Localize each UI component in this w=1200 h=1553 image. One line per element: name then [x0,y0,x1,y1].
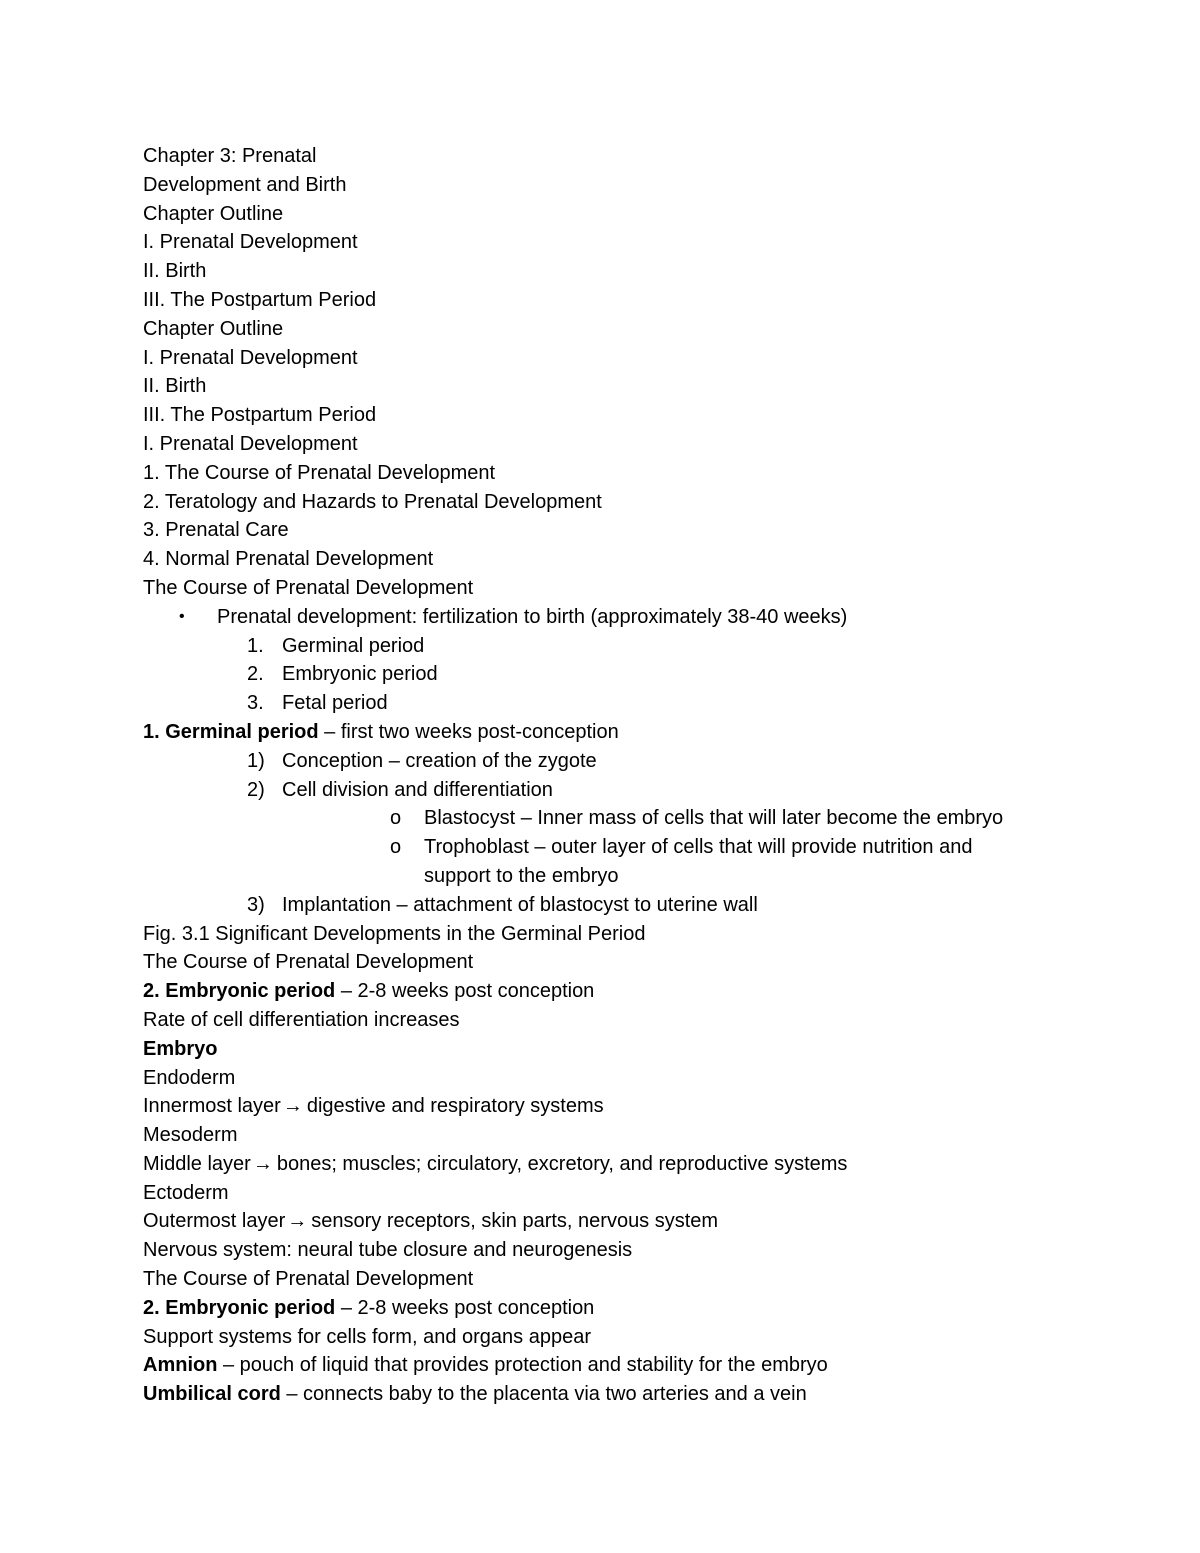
germinal-heading [143,718,1103,747]
outermost-layer-line [143,1207,1103,1236]
ectoderm-label: Ectoderm [143,1181,229,1204]
amnion-term: Amnion [143,1354,218,1377]
period-item [143,689,1103,718]
course-heading: The Course of Prenatal Development [143,576,474,599]
period-number: 2. [247,663,264,686]
cell-text: Trophoblast – outer layer of cells that will provide nutrition and [424,836,973,859]
chapter-title-cont: Development and Birth [143,173,347,196]
mesoderm-label: Mesoderm [143,1124,238,1147]
support-text: Support systems for cells form, and organs appear [143,1325,591,1348]
embryonic-definition: – 2-8 weeks post conception [335,1296,595,1319]
outline-heading: Chapter Outline [143,317,284,340]
circle-bullet: o [390,836,402,859]
step-text: Cell division and differentiation [282,778,553,801]
amnion-line [143,1351,1103,1380]
germinal-term: 1. Germinal period [143,720,319,743]
section-item: 2. Teratology and Hazards to Prenatal Development [143,490,602,513]
period-number: 1. [247,634,264,657]
germinal-step [143,747,1103,776]
period-text: Embryonic period [282,663,438,686]
step-number: 1) [247,749,265,772]
innermost-layer-result: digestive and respiratory systems [306,1095,604,1118]
outermost-layer-term: Outermost layer [143,1210,286,1233]
germinal-step [143,776,1103,805]
embryonic-heading [143,1294,1103,1323]
umbilical-term: Umbilical cord [143,1383,281,1406]
innermost-layer-line [143,1092,1103,1121]
step-text: Conception – creation of the zygote [282,749,597,772]
outline-item: I. Prenatal Development [143,346,358,369]
middle-layer-line [143,1150,1103,1179]
step-number: 2) [247,778,265,801]
circle-bullet: o [390,807,402,830]
course-heading: The Course of Prenatal Development [143,1268,474,1291]
outline-item: III. The Postpartum Period [143,404,377,427]
period-number: 3. [247,692,264,715]
embryonic-heading [143,977,1103,1006]
section-item: 1. The Course of Prenatal Development [143,461,496,484]
step-text: Implantation – attachment of blastocyst to uterine wall [282,893,758,916]
germinal-step [143,891,1103,920]
period-text: Germinal period [282,634,425,657]
course-heading: The Course of Prenatal Development [143,951,474,974]
bullet-text: Prenatal development: fertilization to birth (approximately 38-40 weeks) [217,605,848,628]
section-item: 4. Normal Prenatal Development [143,548,434,571]
period-text: Fetal period [282,692,388,715]
arrow-right-icon: → [252,1152,273,1175]
umbilical-definition: – connects baby to the placenta via two arteries and a vein [280,1383,807,1406]
period-item [143,632,1103,661]
step-number: 3) [247,893,265,916]
embryonic-definition: – 2-8 weeks post conception [335,980,595,1003]
chapter-title: Chapter 3: Prenatal [143,145,317,167]
embryonic-term: 2. Embryonic period [143,980,336,1003]
germinal-definition: – first two weeks post-conception [318,720,619,743]
period-item [143,660,1103,689]
cell-text-continued: support to the embryo [424,864,619,887]
innermost-layer-term: Innermost layer [143,1095,281,1118]
bullet-item [143,603,1103,632]
middle-layer-result: bones; muscles; circulatory, excretory, and reproductive systems [276,1152,848,1175]
outline-item: III. The Postpartum Period [143,288,377,311]
embryonic-term: 2. Embryonic period [143,1296,336,1319]
outermost-layer-result: sensory receptors, skin parts, nervous system [311,1210,719,1233]
rate-text: Rate of cell differentiation increases [143,1008,460,1031]
cell-item [143,804,1103,833]
endoderm-label: Endoderm [143,1066,236,1089]
figure-caption: Fig. 3.1 Significant Developments in the Germinal Period [143,922,646,945]
middle-layer-term: Middle layer [143,1152,251,1175]
cell-text: Blastocyst – Inner mass of cells that will later become the embryo [424,807,1004,830]
bullet-marker: • [179,607,185,625]
outline-item: I. Prenatal Development [143,231,358,254]
document-body [143,142,1103,1409]
arrow-right-icon: → [287,1210,308,1233]
outline-item: II. Birth [143,375,207,398]
embryo-heading: Embryo [143,1037,218,1060]
umbilical-line [143,1380,1103,1409]
cell-item [143,833,1103,862]
section-item: 3. Prenatal Care [143,519,289,542]
outline-heading: Chapter Outline [143,202,284,225]
section-heading: I. Prenatal Development [143,432,358,455]
arrow-right-icon: → [282,1095,303,1118]
outline-item: II. Birth [143,260,207,283]
nervous-system-text: Nervous system: neural tube closure and neurogenesis [143,1239,633,1262]
amnion-definition: – pouch of liquid that provides protection and stability for the embryo [217,1354,828,1377]
